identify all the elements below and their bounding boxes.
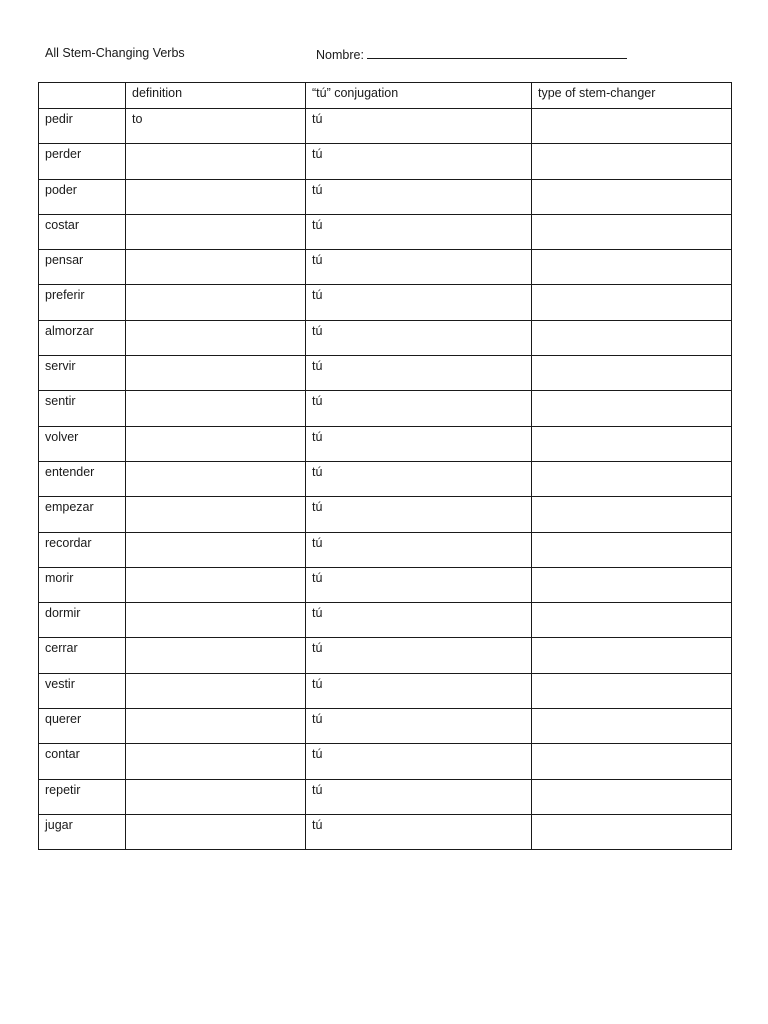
header-cell-conjugation: “tú” conjugation [306,83,532,109]
conjugation-cell[interactable]: tú [306,250,532,285]
conjugation-cell[interactable]: tú [306,603,532,638]
definition-cell[interactable] [126,567,306,602]
table-row [39,250,732,285]
conjugation-cell[interactable]: tú [306,673,532,708]
definition-cell[interactable] [126,391,306,426]
verb-cell: sentir [39,391,126,426]
conjugation-cell[interactable]: tú [306,426,532,461]
type-cell[interactable] [532,356,732,391]
type-cell[interactable] [532,603,732,638]
table-row [39,461,732,496]
definition-cell[interactable] [126,814,306,849]
table-row [39,391,732,426]
type-cell[interactable] [532,320,732,355]
table-row [39,320,732,355]
table-header-row [39,83,732,109]
table-row [39,109,732,144]
conjugation-cell[interactable]: tú [306,638,532,673]
header-cell-definition: definition [126,83,306,109]
verb-cell: poder [39,179,126,214]
conjugation-cell[interactable]: tú [306,214,532,249]
table-row [39,285,732,320]
definition-cell[interactable] [126,144,306,179]
verb-cell: almorzar [39,320,126,355]
type-cell[interactable] [532,179,732,214]
worksheet-title: All Stem-Changing Verbs [45,46,185,60]
verb-cell: servir [39,356,126,391]
type-cell[interactable] [532,532,732,567]
definition-cell[interactable] [126,250,306,285]
verbs-table-body [39,83,732,850]
verb-cell: entender [39,461,126,496]
conjugation-cell[interactable]: tú [306,814,532,849]
type-cell[interactable] [532,709,732,744]
definition-cell[interactable] [126,214,306,249]
conjugation-cell[interactable]: tú [306,356,532,391]
table-row [39,603,732,638]
conjugation-cell[interactable]: tú [306,391,532,426]
definition-cell[interactable] [126,426,306,461]
verb-cell: querer [39,709,126,744]
verbs-table [38,82,732,850]
conjugation-cell[interactable]: tú [306,144,532,179]
verb-cell: jugar [39,814,126,849]
verb-cell: perder [39,144,126,179]
table-row [39,709,732,744]
definition-cell[interactable] [126,285,306,320]
conjugation-cell[interactable]: tú [306,320,532,355]
table-row [39,779,732,814]
conjugation-cell[interactable]: tú [306,109,532,144]
table-row [39,567,732,602]
definition-cell[interactable] [126,461,306,496]
type-cell[interactable] [532,638,732,673]
verb-cell: morir [39,567,126,602]
verb-cell: pensar [39,250,126,285]
type-cell[interactable] [532,214,732,249]
type-cell[interactable] [532,744,732,779]
conjugation-cell[interactable]: tú [306,285,532,320]
definition-cell[interactable]: to [126,109,306,144]
conjugation-cell[interactable]: tú [306,532,532,567]
table-row [39,497,732,532]
verb-cell: contar [39,744,126,779]
definition-cell[interactable] [126,179,306,214]
type-cell[interactable] [532,461,732,496]
type-cell[interactable] [532,426,732,461]
conjugation-cell[interactable]: tú [306,461,532,496]
definition-cell[interactable] [126,779,306,814]
conjugation-cell[interactable]: tú [306,709,532,744]
table-row [39,814,732,849]
definition-cell[interactable] [126,320,306,355]
verb-cell: empezar [39,497,126,532]
type-cell[interactable] [532,391,732,426]
conjugation-cell[interactable]: tú [306,567,532,602]
verb-cell: costar [39,214,126,249]
table-row [39,426,732,461]
conjugation-cell[interactable]: tú [306,497,532,532]
type-cell[interactable] [532,497,732,532]
type-cell[interactable] [532,109,732,144]
verb-cell: recordar [39,532,126,567]
verb-cell: cerrar [39,638,126,673]
conjugation-cell[interactable]: tú [306,179,532,214]
definition-cell[interactable] [126,532,306,567]
verb-cell: preferir [39,285,126,320]
name-label: Nombre: [316,48,364,62]
verb-cell: vestir [39,673,126,708]
conjugation-cell[interactable]: tú [306,779,532,814]
definition-cell[interactable] [126,709,306,744]
verb-cell: volver [39,426,126,461]
verb-cell: repetir [39,779,126,814]
type-cell[interactable] [532,814,732,849]
table-row [39,744,732,779]
table-row [39,638,732,673]
header-cell-verb [39,83,126,109]
table-row [39,356,732,391]
table-row [39,179,732,214]
type-cell[interactable] [532,567,732,602]
definition-cell[interactable] [126,744,306,779]
type-cell[interactable] [532,285,732,320]
type-cell[interactable] [532,144,732,179]
definition-cell[interactable] [126,603,306,638]
definition-cell[interactable] [126,497,306,532]
header-cell-type: type of stem-changer [532,83,732,109]
conjugation-cell[interactable]: tú [306,744,532,779]
table-row [39,532,732,567]
table-row [39,144,732,179]
definition-cell[interactable] [126,638,306,673]
type-cell[interactable] [532,673,732,708]
definition-cell[interactable] [126,356,306,391]
table-row [39,673,732,708]
definition-cell[interactable] [126,673,306,708]
name-blank-line[interactable] [367,46,627,59]
verb-cell: dormir [39,603,126,638]
type-cell[interactable] [532,779,732,814]
verb-cell: pedir [39,109,126,144]
name-field [316,46,627,62]
table-row [39,214,732,249]
type-cell[interactable] [532,250,732,285]
